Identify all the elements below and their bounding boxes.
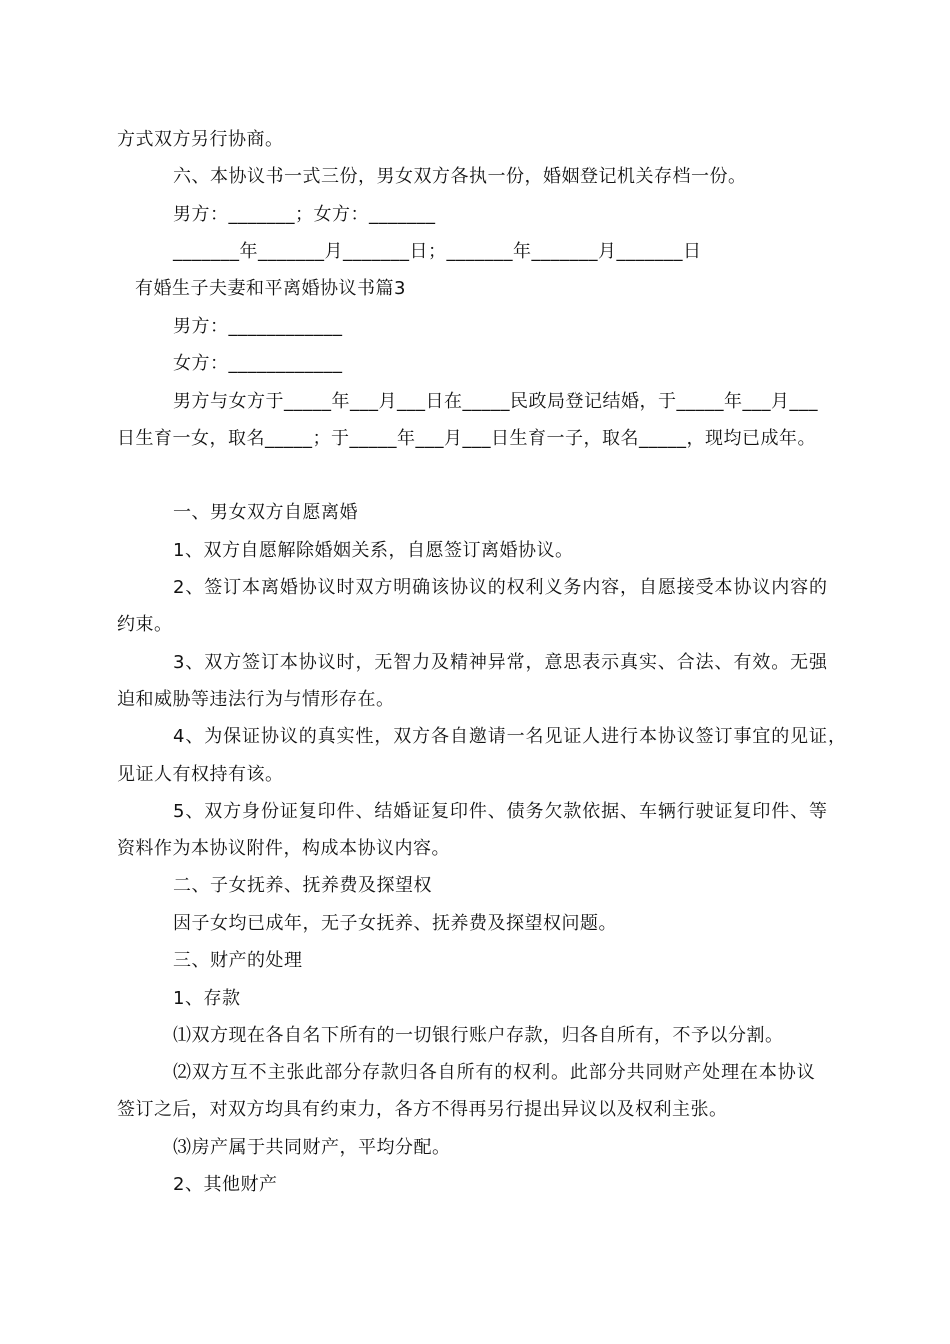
signature-line: 男方：_______；女方：_______ xyxy=(173,204,436,225)
signature-line: 男方：____________ xyxy=(173,316,343,337)
paragraph-line: 3、双方签订本协议时，无智力及精神异常，意思表示真实、合法、有效。无强 xyxy=(173,652,828,673)
clause-subheading: 1、存款 xyxy=(173,988,241,1009)
paragraph-line: ⑵双方互不主张此部分存款归各自所有的权利。此部分共同财产处理在本协议 xyxy=(173,1062,816,1083)
paragraph-line: 约束。 xyxy=(117,614,173,635)
paragraph-line: 2、签订本离婚协议时双方明确该协议的权利义务内容，自愿接受本协议内容的 xyxy=(173,577,828,598)
clause-heading: 三、财产的处理 xyxy=(173,950,303,971)
clause-subheading: 2、其他财产 xyxy=(173,1174,278,1195)
date-line: _______年_______月_______日；_______年_______月_______日 xyxy=(173,241,702,262)
paragraph-line: 六、本协议书一式三份，男女双方各执一份，婚姻登记机关存档一份。 xyxy=(173,166,747,187)
paragraph-line: 签订之后，对双方均具有约束力，各方不得再另行提出异议以及权利主张。 xyxy=(117,1099,728,1120)
paragraph-line: 因子女均已成年，无子女抚养、抚养费及探望权问题。 xyxy=(173,913,617,934)
signature-line: 女方：____________ xyxy=(173,353,343,374)
paragraph-line: ⑶房产属于共同财产，平均分配。 xyxy=(173,1137,451,1158)
paragraph-line: 1、双方自愿解除婚姻关系，自愿签订离婚协议。 xyxy=(173,540,574,561)
paragraph-line: 日生育一女，取名_____；于_____年___月___日生育一子，取名_____，现均已成年。 xyxy=(117,428,816,449)
paragraph-line: 迫和威胁等违法行为与情形存在。 xyxy=(117,689,395,710)
section-title: 有婚生子夫妻和平离婚协议书篇3 xyxy=(135,278,406,299)
paragraph-line: 见证人有权持有该。 xyxy=(117,764,284,785)
clause-heading: 二、子女抚养、抚养费及探望权 xyxy=(173,875,432,896)
paragraph-line: 男方与女方于_____年___月___日在_____民政局登记结婚，于_____年___月___ xyxy=(173,391,818,412)
paragraph-line: 5、双方身份证复印件、结婚证复印件、债务欠款依据、车辆行驶证复印件、等 xyxy=(173,801,828,822)
paragraph-line: 方式双方另行协商。 xyxy=(117,129,284,150)
paragraph-line: ⑴双方现在各自名下所有的一切银行账户存款，归各自所有，不予以分割。 xyxy=(173,1025,784,1046)
paragraph-line: 资料作为本协议附件，构成本协议内容。 xyxy=(117,838,450,859)
paragraph-line: 4、为保证协议的真实性，双方各自邀请一名见证人进行本协议签订事宜的见证， xyxy=(173,726,847,747)
clause-heading: 一、男女双方自愿离婚 xyxy=(173,502,358,523)
